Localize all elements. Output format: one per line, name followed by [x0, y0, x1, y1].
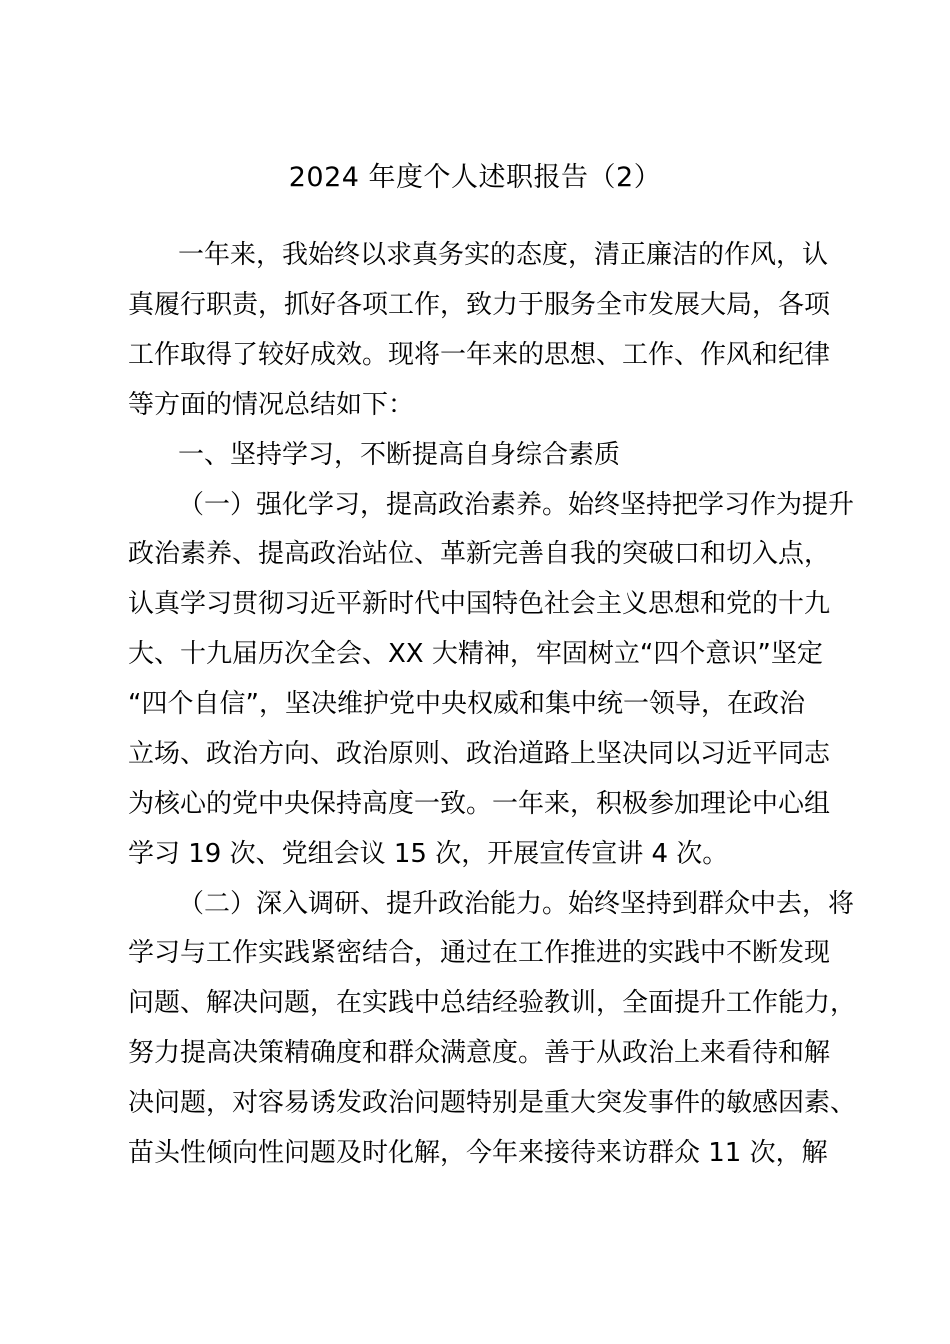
paragraph-2-line-2: 政治素养、提高政治站位、革新完善自我的突破口和切入点， — [128, 539, 831, 569]
paragraph-3-line-3: 问题、解决问题，在实践中总结经验教训，全面提升工作能力， — [128, 988, 857, 1018]
paragraph-2-line-4: 大、十九届历次全会、XX 大精神，牢固树立“四个意识”坚定 — [128, 639, 823, 669]
paragraph-1-line-1: 一年来，我始终以求真务实的态度，清正廉洁的作风，认 — [178, 240, 829, 270]
paragraph-2-line-3: 认真学习贯彻习近平新时代中国特色社会主义思想和党的十九 — [128, 589, 831, 619]
paragraph-3-line-5: 决问题，对容易诱发政治问题特别是重大突发事件的敏感因素、 — [128, 1088, 857, 1118]
paragraph-2-line-7: 为核心的党中央保持高度一致。一年来，积极参加理论中心组 — [128, 789, 831, 819]
paragraph-3-line-4: 努力提高决策精确度和群众满意度。善于从政治上来看待和解 — [128, 1038, 831, 1068]
paragraph-3-line-2: 学习与工作实践紧密结合，通过在工作推进的实践中不断发现 — [128, 938, 831, 968]
paragraph-2-line-6: 立场、政治方向、政治原则、政治道路上坚决同以习近平同志 — [128, 739, 831, 769]
paragraph-1-line-2: 真履行职责，抓好各项工作，致力于服务全市发展大局，各项 — [128, 290, 831, 320]
paragraph-2-line-8: 学习 19 次、党组会议 15 次，开展宣传宣讲 4 次。 — [128, 839, 729, 869]
paragraph-3-line-6: 苗头性倾向性问题及时化解，今年来接待来访群众 11 次，解 — [128, 1138, 828, 1168]
paragraph-1-line-4: 等方面的情况总结如下： — [128, 390, 415, 420]
paragraph-2-line-1: （一）强化学习，提高政治素养。始终坚持把学习作为提升 — [178, 490, 855, 520]
section-heading-1: 一、坚持学习，不断提高自身综合素质 — [178, 440, 621, 470]
document-title: 2024 年度个人述职报告（2） — [288, 162, 662, 193]
paragraph-2-line-5: “四个自信”，坚决维护党中央权威和集中统一领导，在政治 — [128, 689, 805, 719]
paragraph-1-line-3: 工作取得了较好成效。现将一年来的思想、工作、作风和纪律 — [128, 340, 831, 370]
paragraph-3-line-1: （二）深入调研、提升政治能力。始终坚持到群众中去，将 — [178, 889, 855, 919]
